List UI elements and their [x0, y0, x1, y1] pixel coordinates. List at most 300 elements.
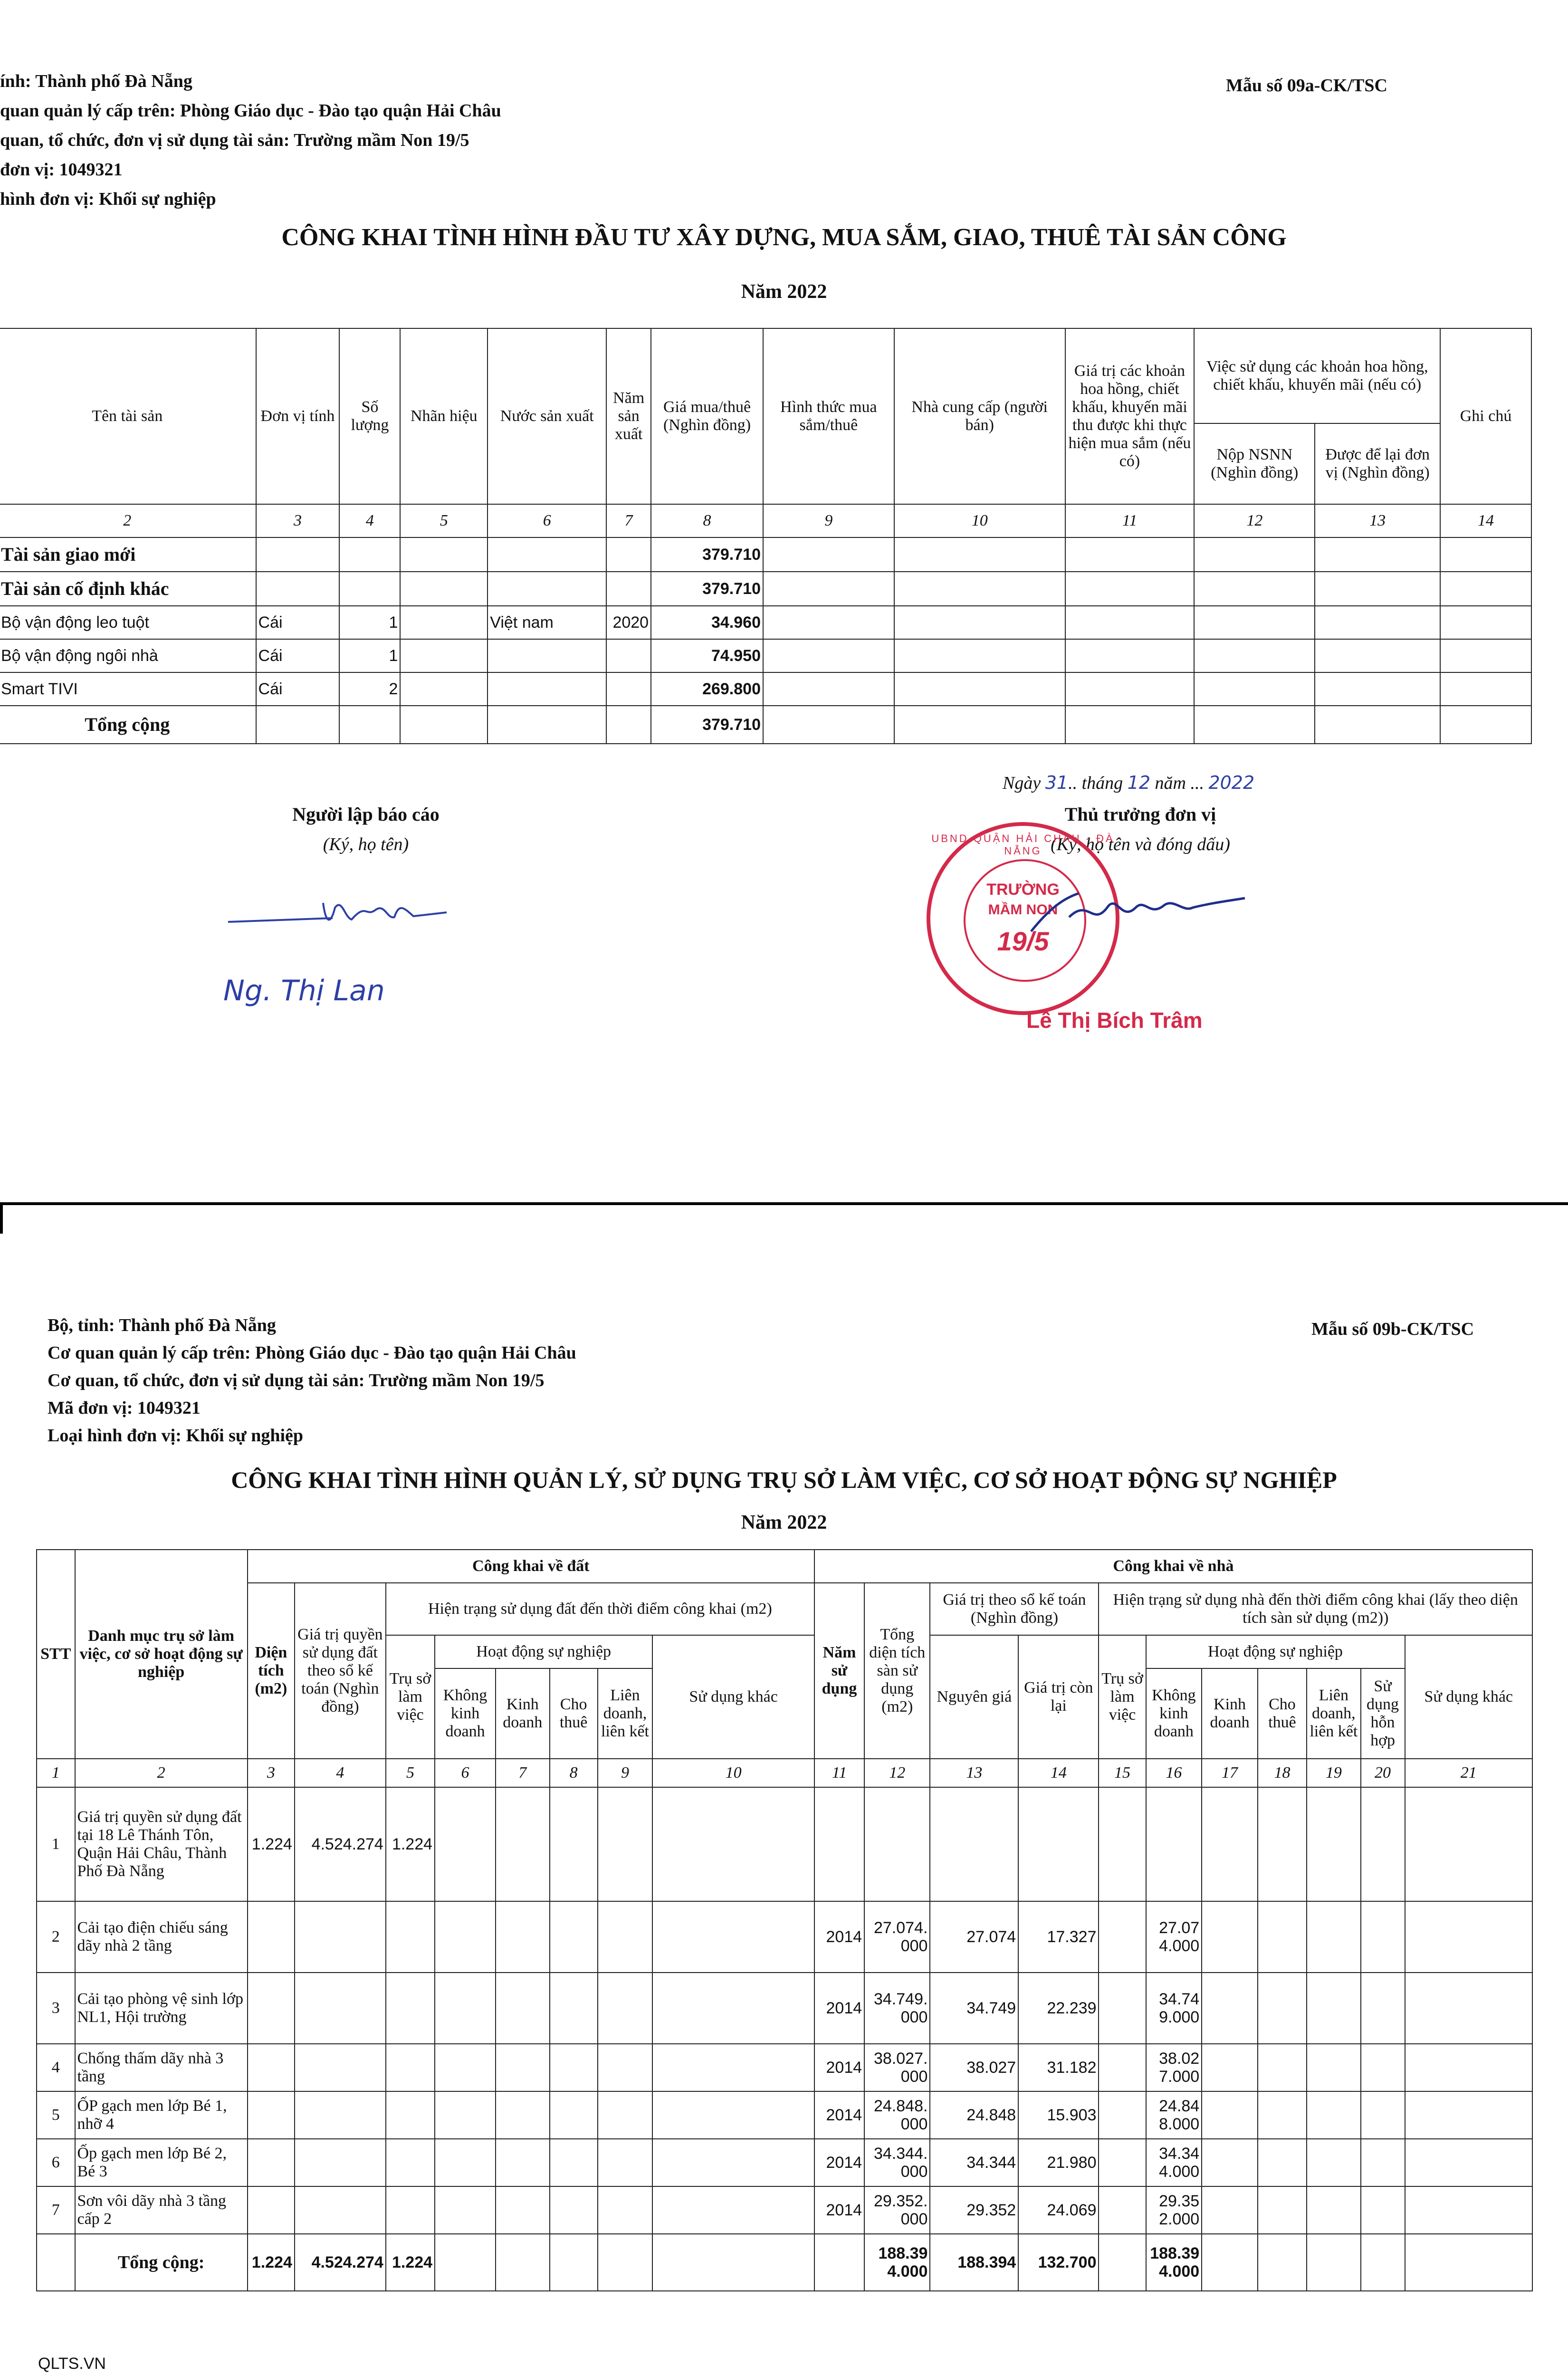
property-row — [37, 2044, 1532, 2091]
col-name: Tên tài sản — [0, 328, 256, 504]
page-title: CÔNG KHAI TÌNH HÌNH ĐẦU TƯ XÂY DỰNG, MUA SẮM, GIAO, THUÊ TÀI SẢN CÔNG — [281, 224, 1287, 251]
total-remaining: 132.700 — [1018, 2234, 1099, 2291]
empty-cell — [1440, 606, 1531, 639]
row-stt: 7 — [37, 2186, 75, 2234]
col-activity: Hoạt động sự nghiệp — [435, 1635, 652, 1668]
row-remaining — [1018, 1787, 1099, 1901]
column-number: 14 — [1440, 504, 1531, 537]
empty-cell — [1405, 2044, 1533, 2091]
row-house-non-business: 27.074.000 — [1146, 1901, 1202, 1973]
row-house-non-business — [1146, 1787, 1202, 1901]
empty-cell — [894, 606, 1065, 639]
row-house-non-business: 38.027.000 — [1146, 2044, 1202, 2091]
column-number: 17 — [1202, 1759, 1258, 1787]
empty-cell — [496, 2139, 550, 2186]
empty-cell — [1258, 1901, 1307, 1973]
col-category: Danh mục trụ sở làm việc, cơ sở hoạt động sự nghiệp — [75, 1550, 248, 1759]
empty-cell — [598, 1787, 653, 1901]
empty-cell — [894, 537, 1065, 572]
empty-cell — [1099, 2091, 1146, 2139]
col-country: Nước sản xuất — [488, 328, 606, 504]
empty-cell — [1405, 2186, 1533, 2234]
property-row — [37, 2091, 1532, 2139]
col-business: Kinh doanh — [496, 1668, 550, 1759]
head-name: Lê Thị Bích Trâm — [1026, 1008, 1203, 1033]
empty-cell — [496, 1901, 550, 1973]
preparer-title: Người lập báo cáo — [292, 804, 440, 825]
row-remaining: 31.182 — [1018, 2044, 1099, 2091]
header-type: hình đơn vị: Khối sự nghiệp — [0, 189, 216, 209]
empty-cell — [496, 2044, 550, 2091]
empty-cell — [1194, 639, 1315, 672]
empty-cell — [1202, 1787, 1258, 1901]
row-house-non-business: 29.352.000 — [1146, 2186, 1202, 2234]
asset-price: 269.800 — [651, 672, 763, 706]
empty-cell — [1307, 2139, 1361, 2186]
col-stt: STT — [37, 1550, 75, 1759]
col-usage-group: Việc sử dụng các khoản hoa hồng, chiết khấu, khuyến mãi (nếu có) — [1194, 328, 1440, 423]
col-house-group: Công khai về nhà — [814, 1550, 1532, 1583]
property-row — [37, 1973, 1532, 2044]
row-original: 34.344 — [930, 2139, 1018, 2186]
column-number: 10 — [894, 504, 1065, 537]
row-house-non-business: 24.848.000 — [1146, 2091, 1202, 2139]
empty-cell — [1307, 1973, 1361, 2044]
empty-cell — [496, 2091, 550, 2139]
col-year: Năm sản xuất — [606, 328, 651, 504]
col-note: Ghi chú — [1440, 328, 1531, 504]
row-office — [386, 1901, 435, 1973]
page2-header — [48, 1312, 576, 1449]
empty-cell — [1315, 537, 1440, 572]
column-number: 3 — [248, 1759, 295, 1787]
total-row — [37, 2234, 1532, 2291]
empty-cell — [435, 1901, 496, 1973]
col-house-activity: Hoạt động sự nghiệp — [1146, 1635, 1405, 1668]
row-office — [386, 1973, 435, 2044]
row-name: Sơn vôi dãy nhà 3 tầng cấp 2 — [75, 2186, 248, 2234]
empty-cell — [1405, 2091, 1533, 2139]
row-land-area — [248, 2139, 295, 2186]
row-remaining: 17.327 — [1018, 1901, 1099, 1973]
preparer-sub: (Ký, họ tên) — [323, 834, 409, 854]
empty-cell — [1202, 2044, 1258, 2091]
asset-name: Tài sản giao mới — [0, 537, 256, 572]
asset-name: Bộ vận động ngôi nhà — [0, 639, 256, 672]
header-org: quan, tổ chức, đơn vị sử dụng tài sản: Trường mầm Non 19/5 — [0, 130, 469, 150]
column-number: 5 — [386, 1759, 435, 1787]
empty-cell — [1065, 672, 1195, 706]
empty-cell — [652, 2139, 814, 2186]
header-province: ính: Thành phố Đà Nẵng — [0, 71, 192, 91]
col-house-status: Hiện trạng sử dụng nhà đến thời điểm công khai (lấy theo diện tích sàn sử dụng (m2)) — [1099, 1583, 1532, 1635]
empty-cell — [1405, 2139, 1533, 2186]
empty-cell — [1315, 572, 1440, 606]
col-house-business: Kinh doanh — [1202, 1668, 1258, 1759]
row-floor-area: 38.027.000 — [864, 2044, 930, 2091]
empty-cell — [1065, 639, 1195, 672]
asset-row — [0, 672, 1531, 706]
page1-header — [0, 67, 501, 214]
empty-cell — [1405, 1973, 1533, 2044]
row-year: 2014 — [814, 2091, 864, 2139]
total-row — [0, 706, 1531, 744]
column-number: 7 — [496, 1759, 550, 1787]
row-floor-area: 34.344.000 — [864, 2139, 930, 2186]
empty-cell — [1258, 2044, 1307, 2091]
stamp-line1: TRƯỜNG — [986, 881, 1060, 899]
row-remaining: 22.239 — [1018, 1973, 1099, 2044]
column-number: 6 — [488, 504, 606, 537]
form-code: Mẫu số 09b-CK/TSC — [1311, 1319, 1474, 1339]
preparer-signature — [223, 884, 470, 941]
col-total-area: Tổng diện tích sàn sử dụng (m2) — [864, 1583, 930, 1759]
empty-cell — [435, 2139, 496, 2186]
empty-cell — [435, 1973, 496, 2044]
empty-cell — [1405, 1901, 1533, 1973]
row-stt: 2 — [37, 1901, 75, 1973]
empty-cell — [1440, 672, 1531, 706]
row-land-value: 4.524.274 — [295, 1787, 386, 1901]
asset-brand — [400, 672, 488, 706]
empty-cell — [496, 2186, 550, 2234]
col-original: Nguyên giá — [930, 1635, 1018, 1759]
date-line: Ngày 31.. tháng 12 năm ... 2022 — [1003, 772, 1255, 793]
total-label: Tổng cộng — [0, 706, 256, 744]
row-office — [386, 2186, 435, 2234]
row-land-area — [248, 1973, 295, 2044]
empty-cell — [1099, 2139, 1146, 2186]
empty-cell — [550, 2186, 598, 2234]
stamp-line3: 19/5 — [997, 926, 1049, 956]
empty-cell — [550, 1973, 598, 2044]
empty-cell — [1315, 672, 1440, 706]
col-kept: Được để lại đơn vị (Nghìn đồng) — [1315, 423, 1440, 504]
empty-cell — [598, 2091, 653, 2139]
empty-cell — [763, 639, 894, 672]
empty-cell — [1361, 2091, 1405, 2139]
header-superior: quan quản lý cấp trên: Phòng Giáo dục - Đào tạo quận Hải Châu — [0, 101, 501, 121]
column-number: 2 — [75, 1759, 248, 1787]
row-land-value — [295, 1901, 386, 1973]
empty-cell — [1440, 537, 1531, 572]
asset-brand — [400, 537, 488, 572]
asset-name: Bộ vận động leo tuột — [0, 606, 256, 639]
empty-cell — [1258, 1787, 1307, 1901]
row-land-value — [295, 2186, 386, 2234]
column-number: 10 — [652, 1759, 814, 1787]
empty-cell — [894, 639, 1065, 672]
asset-unit: Cái — [256, 672, 340, 706]
column-number: 12 — [1194, 504, 1315, 537]
col-non-business: Không kinh doanh — [435, 1668, 496, 1759]
empty-cell — [1065, 572, 1195, 606]
empty-cell — [598, 1901, 653, 1973]
total-original: 188.394 — [930, 2234, 1018, 2291]
empty-cell — [1258, 2139, 1307, 2186]
asset-price: 74.950 — [651, 639, 763, 672]
column-number: 21 — [1405, 1759, 1533, 1787]
report-year: Năm 2022 — [741, 281, 827, 303]
asset-qty — [339, 537, 400, 572]
asset-qty: 1 — [339, 639, 400, 672]
empty-cell — [1099, 1901, 1146, 1973]
empty-cell — [1258, 1973, 1307, 2044]
row-land-value — [295, 2091, 386, 2139]
empty-cell — [1307, 1787, 1361, 1901]
col-supplier: Nhà cung cấp (người bán) — [894, 328, 1065, 504]
date-month: 12 — [1127, 772, 1150, 793]
column-number: 12 — [864, 1759, 930, 1787]
column-number: 6 — [435, 1759, 496, 1787]
col-land-group: Công khai về đất — [248, 1550, 814, 1583]
empty-cell — [1194, 606, 1315, 639]
column-number: 19 — [1307, 1759, 1361, 1787]
asset-unit — [256, 537, 340, 572]
column-number: 2 — [0, 504, 256, 537]
asset-country — [488, 639, 606, 672]
col-remaining: Giá trị còn lại — [1018, 1635, 1099, 1759]
asset-country — [488, 537, 606, 572]
header-code: đơn vị: 1049321 — [0, 160, 123, 180]
empty-cell — [1065, 537, 1195, 572]
total-floor: 188.394.000 — [864, 2234, 930, 2291]
total-price: 379.710 — [651, 706, 763, 744]
row-name: ỐP gạch men lớp Bé 1, nhỡ 4 — [75, 2091, 248, 2139]
col-joint: Liên doanh, liên kết — [598, 1668, 653, 1759]
col-year-use: Năm sử dụng — [814, 1583, 864, 1759]
asset-brand — [400, 606, 488, 639]
empty-cell — [1307, 2044, 1361, 2091]
col-land-value: Giá trị quyền sử dụng đất theo sổ kế toán (Nghìn đồng) — [295, 1583, 386, 1759]
empty-cell — [1099, 1787, 1146, 1901]
empty-cell — [1361, 1787, 1405, 1901]
column-number: 7 — [606, 504, 651, 537]
empty-cell — [1307, 2091, 1361, 2139]
col-land-area: Diện tích (m2) — [248, 1583, 295, 1759]
row-name: Cải tạo phòng vệ sinh lớp NL1, Hội trường — [75, 1973, 248, 2044]
page-edge — [0, 1205, 1568, 1234]
col-price: Giá mua/thuê (Nghìn đồng) — [651, 328, 763, 504]
row-house-non-business: 34.344.000 — [1146, 2139, 1202, 2186]
row-name: Cải tạo điện chiếu sáng dãy nhà 2 tầng — [75, 1901, 248, 1973]
head-title: Thủ trưởng đơn vị — [1064, 804, 1216, 825]
asset-row — [0, 606, 1531, 639]
row-floor-area — [864, 1787, 930, 1901]
row-land-area — [248, 2091, 295, 2139]
header-org: Cơ quan, tổ chức, đơn vị sử dụng tài sản: Trường mầm Non 19/5 — [48, 1370, 545, 1390]
row-land-area — [248, 2186, 295, 2234]
asset-qty: 1 — [339, 606, 400, 639]
row-stt: 5 — [37, 2091, 75, 2139]
date-year: 2022 — [1208, 772, 1255, 793]
col-house-office: Trụ sở làm việc — [1099, 1635, 1146, 1759]
empty-cell — [1361, 2044, 1405, 2091]
empty-cell — [1258, 2186, 1307, 2234]
report-year: Năm 2022 — [741, 1512, 827, 1533]
empty-cell — [652, 1901, 814, 1973]
col-unit: Đơn vị tính — [256, 328, 340, 504]
empty-cell — [652, 2186, 814, 2234]
row-original: 34.749 — [930, 1973, 1018, 2044]
empty-cell — [1361, 1973, 1405, 2044]
asset-brand — [400, 572, 488, 606]
column-number: 18 — [1258, 1759, 1307, 1787]
empty-cell — [550, 2091, 598, 2139]
col-commission: Giá trị các khoản hoa hồng, chiết khấu, khuyến mãi thu được khi thực hiện mua sắm (nếu có) — [1065, 328, 1195, 504]
col-other: Sử dụng khác — [652, 1635, 814, 1759]
column-number: 4 — [295, 1759, 386, 1787]
column-number: 8 — [550, 1759, 598, 1787]
col-house-mixed: Sử dụng hỗn hợp — [1361, 1668, 1405, 1759]
empty-cell — [1361, 2186, 1405, 2234]
row-floor-area: 34.749.000 — [864, 1973, 930, 2044]
empty-cell — [550, 2139, 598, 2186]
row-office — [386, 2139, 435, 2186]
row-land-area: 1.224 — [248, 1787, 295, 1901]
row-office: 1.224 — [386, 1787, 435, 1901]
col-house-non-business: Không kinh doanh — [1146, 1668, 1202, 1759]
stamp-line2: MẦM NON — [988, 902, 1058, 918]
total-label: Tổng cộng: — [75, 2234, 248, 2291]
empty-cell — [1307, 2186, 1361, 2234]
asset-price: 379.710 — [651, 572, 763, 606]
column-number: 13 — [1315, 504, 1440, 537]
empty-cell — [763, 537, 894, 572]
empty-cell — [1099, 1973, 1146, 2044]
row-floor-area: 27.074.000 — [864, 1901, 930, 1973]
empty-cell — [1307, 1901, 1361, 1973]
empty-cell — [598, 2186, 653, 2234]
empty-cell — [496, 1973, 550, 2044]
row-year: 2014 — [814, 2186, 864, 2234]
asset-table — [0, 328, 1532, 744]
asset-year: 2020 — [606, 606, 651, 639]
empty-cell — [1202, 2091, 1258, 2139]
row-stt: 6 — [37, 2139, 75, 2186]
total-area: 1.224 — [248, 2234, 295, 2291]
empty-cell — [1315, 639, 1440, 672]
col-qty: Số lượng — [339, 328, 400, 504]
empty-cell — [1194, 572, 1315, 606]
empty-cell — [550, 1901, 598, 1973]
header-superior: Cơ quan quản lý cấp trên: Phòng Giáo dục - Đào tạo quận Hải Châu — [48, 1343, 576, 1363]
total-land-value: 4.524.274 — [295, 2234, 386, 2291]
asset-brand — [400, 639, 488, 672]
col-nsnn: Nộp NSNN (Nghìn đồng) — [1194, 423, 1315, 504]
column-number: 8 — [651, 504, 763, 537]
asset-unit: Cái — [256, 606, 340, 639]
preparer-name-handwritten: Ng. Thị Lan — [223, 974, 385, 1007]
row-year: 2014 — [814, 2044, 864, 2091]
empty-cell — [598, 2139, 653, 2186]
column-number: 16 — [1146, 1759, 1202, 1787]
empty-cell — [435, 1787, 496, 1901]
empty-cell — [1202, 2186, 1258, 2234]
asset-row — [0, 639, 1531, 672]
column-number: 9 — [763, 504, 894, 537]
empty-cell — [652, 1973, 814, 2044]
empty-cell — [435, 2186, 496, 2234]
asset-year — [606, 537, 651, 572]
header-code: Mã đơn vị: 1049321 — [48, 1398, 201, 1418]
empty-cell — [598, 1973, 653, 2044]
form-code: Mẫu số 09a-CK/TSC — [1226, 76, 1387, 96]
total-office: 1.224 — [386, 2234, 435, 2291]
row-house-non-business: 34.749.000 — [1146, 1973, 1202, 2044]
empty-cell — [1099, 2044, 1146, 2091]
row-name: Giá trị quyền sử dụng đất tại 18 Lê Thánh Tôn, Quận Hải Châu, Thành Phố Đà Nẵng — [75, 1787, 248, 1901]
total-house-non-business: 188.394.000 — [1146, 2234, 1202, 2291]
empty-cell — [1405, 1787, 1533, 1901]
empty-cell — [1440, 572, 1531, 606]
col-method: Hình thức mua sắm/thuê — [763, 328, 894, 504]
asset-unit — [256, 572, 340, 606]
col-house-rent: Cho thuê — [1258, 1668, 1307, 1759]
column-number: 9 — [598, 1759, 653, 1787]
column-number: 11 — [814, 1759, 864, 1787]
col-house-joint: Liên doanh, liên kết — [1307, 1668, 1361, 1759]
asset-price: 34.960 — [651, 606, 763, 639]
row-year: 2014 — [814, 2139, 864, 2186]
row-land-area — [248, 1901, 295, 1973]
row-original: 27.074 — [930, 1901, 1018, 1973]
col-land-status: Hiện trạng sử dụng đất đến thời điểm công khai (m2) — [386, 1583, 814, 1635]
asset-country — [488, 672, 606, 706]
property-row — [37, 2186, 1532, 2234]
row-land-area — [248, 2044, 295, 2091]
stamp-ring-text: UBND QUẬN HẢI CHÂU - ĐÀ NẴNG — [931, 833, 1115, 857]
empty-cell — [1440, 639, 1531, 672]
row-original — [930, 1787, 1018, 1901]
asset-name: Smart TIVI — [0, 672, 256, 706]
empty-cell — [894, 672, 1065, 706]
empty-cell — [1194, 537, 1315, 572]
empty-cell — [1258, 2091, 1307, 2139]
column-number: 5 — [400, 504, 488, 537]
empty-cell — [1202, 1973, 1258, 2044]
empty-cell — [435, 2091, 496, 2139]
row-name: Chống thấm dãy nhà 3 tầng — [75, 2044, 248, 2091]
col-office: Trụ sở làm việc — [386, 1635, 435, 1759]
empty-cell — [763, 606, 894, 639]
col-house-other: Sử dụng khác — [1405, 1635, 1533, 1759]
row-office — [386, 2044, 435, 2091]
row-land-value — [295, 2044, 386, 2091]
row-stt: 3 — [37, 1973, 75, 2044]
row-year: 2014 — [814, 1973, 864, 2044]
asset-name: Tài sản cố định khác — [0, 572, 256, 606]
empty-cell — [1361, 1901, 1405, 1973]
row-remaining: 21.980 — [1018, 2139, 1099, 2186]
empty-cell — [763, 572, 894, 606]
header-type: Loại hình đơn vị: Khối sự nghiệp — [48, 1426, 304, 1446]
empty-cell — [652, 1787, 814, 1901]
row-original: 38.027 — [930, 2044, 1018, 2091]
date-day: 31 — [1045, 772, 1069, 793]
page-title: CÔNG KHAI TÌNH HÌNH QUẢN LÝ, SỬ DỤNG TRỤ SỞ LÀM VIỆC, CƠ SỞ HOẠT ĐỘNG SỰ NGHIỆP — [231, 1466, 1337, 1493]
column-number-row — [37, 1759, 1532, 1787]
empty-cell — [652, 2044, 814, 2091]
property-row — [37, 1787, 1532, 1901]
header-province: Bộ, tỉnh: Thành phố Đà Nẵng — [48, 1315, 276, 1335]
col-brand: Nhãn hiệu — [400, 328, 488, 504]
asset-row — [0, 572, 1531, 606]
asset-unit: Cái — [256, 639, 340, 672]
row-office — [386, 2091, 435, 2139]
row-year — [814, 1787, 864, 1901]
row-floor-area: 24.848.000 — [864, 2091, 930, 2139]
